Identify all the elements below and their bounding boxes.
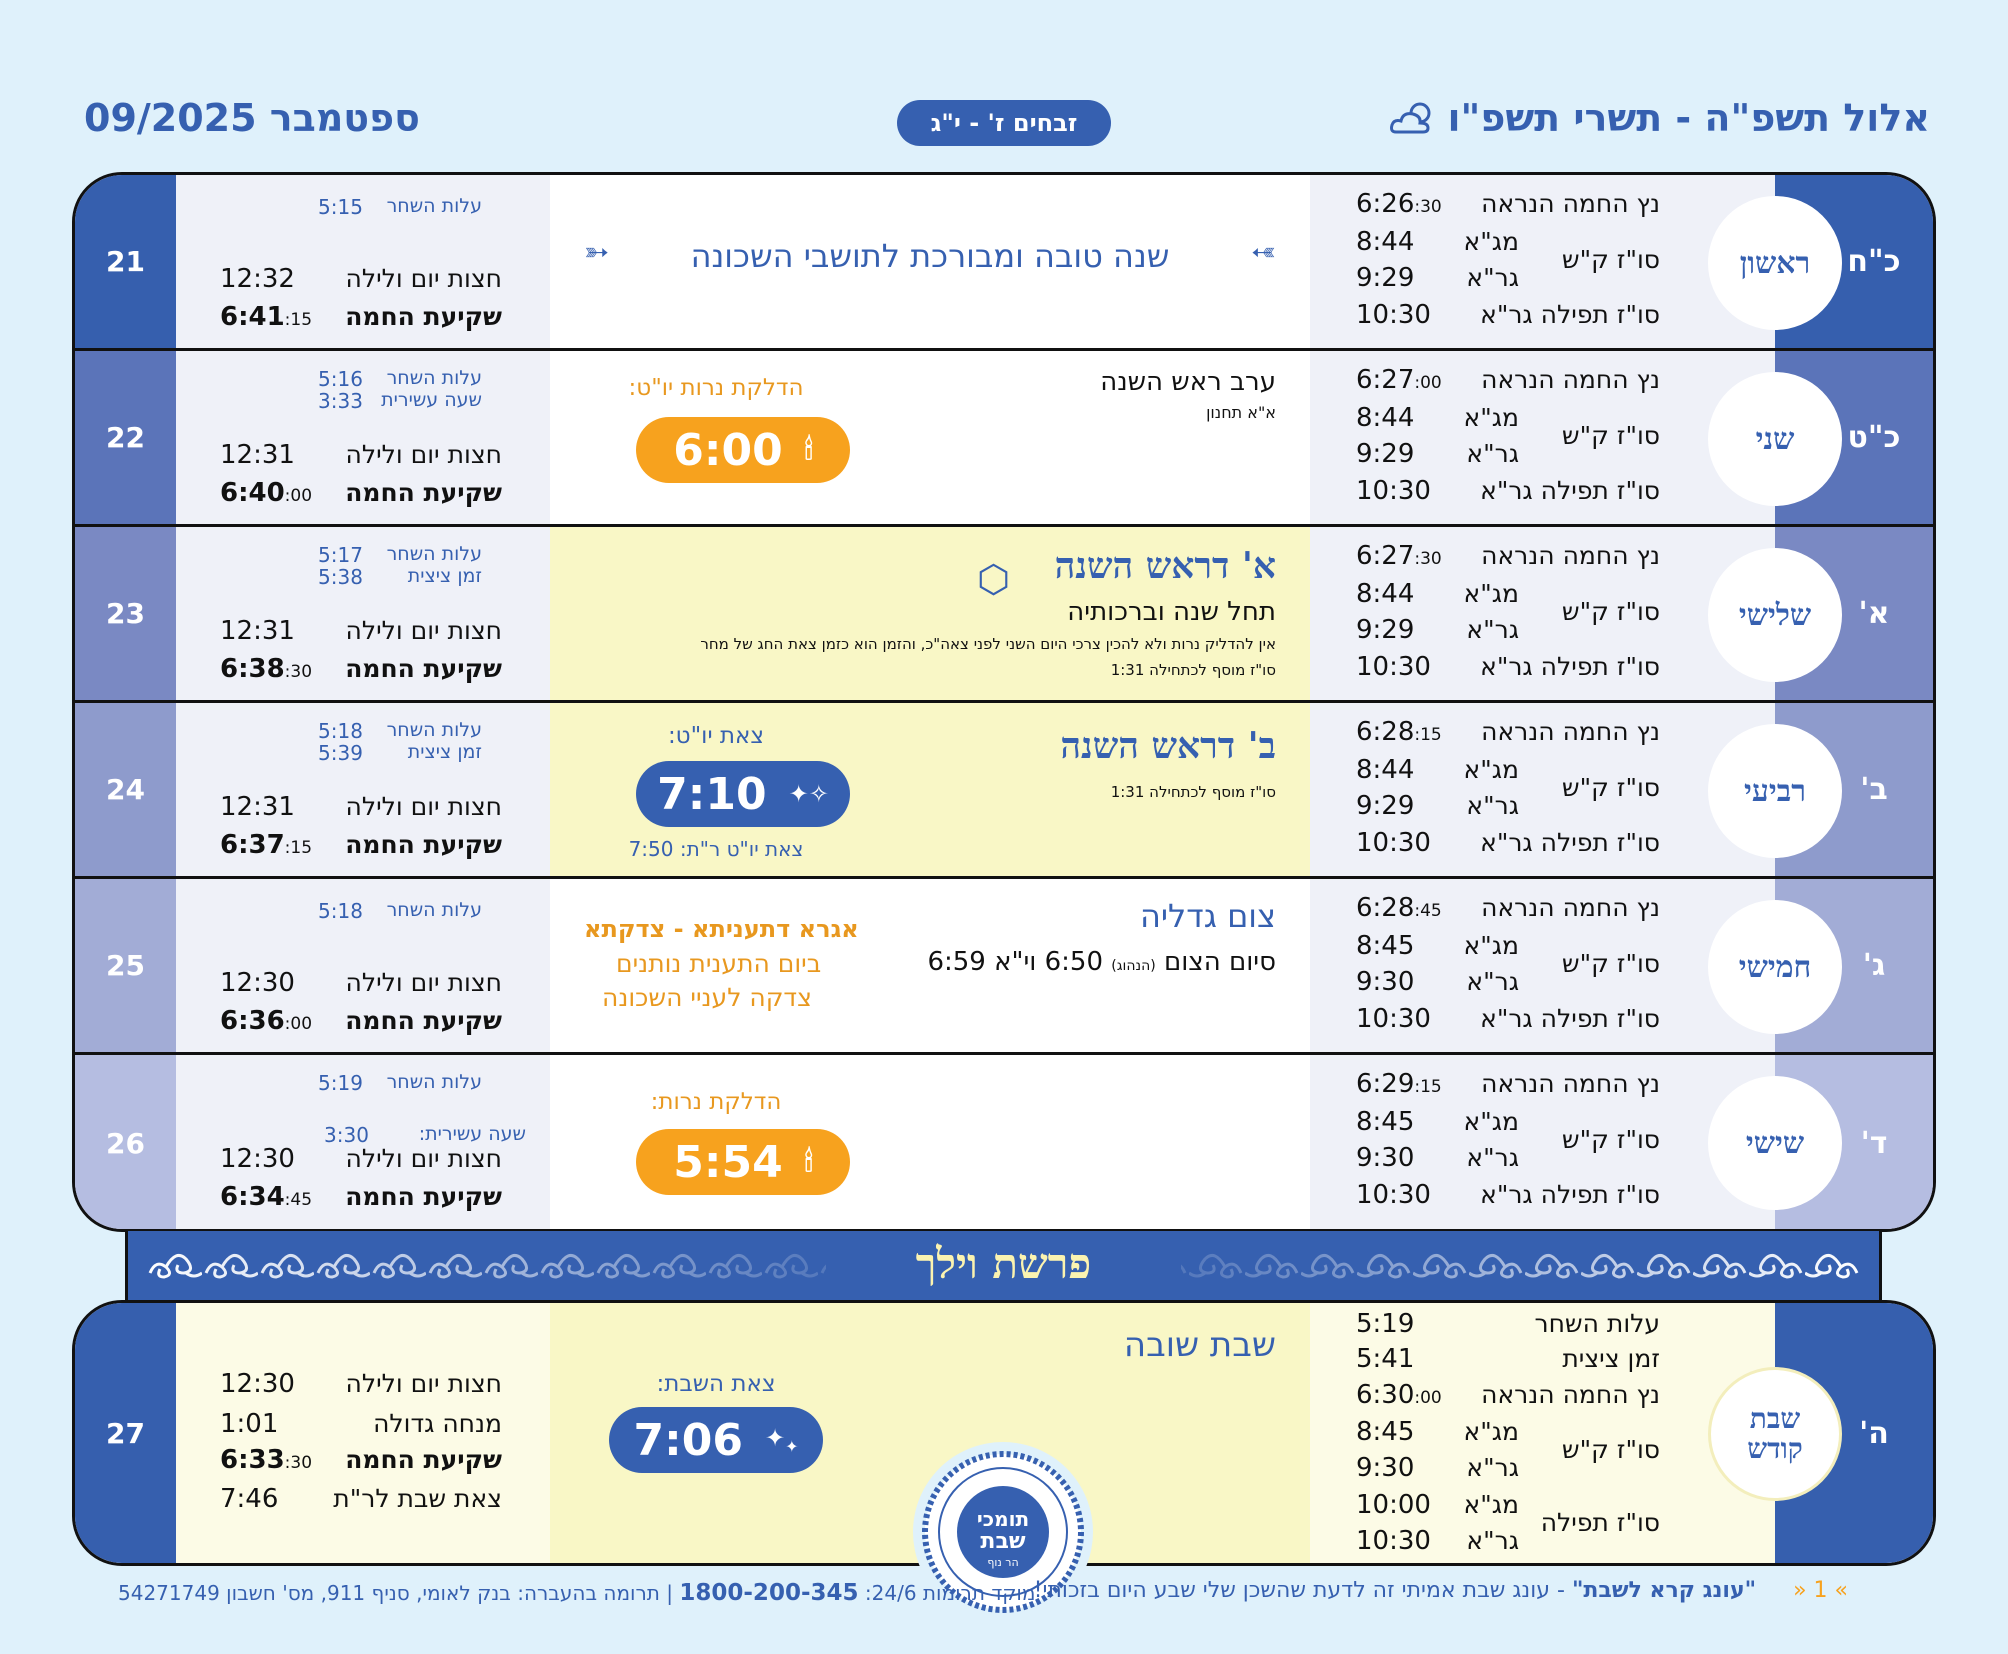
civil-date: 27 — [75, 1303, 176, 1563]
shabbat-end-label: צאת השבת: — [656, 1371, 776, 1397]
netz-time — [1356, 893, 1442, 923]
event-sub: תחל שנה וברכותיה — [1067, 597, 1276, 627]
event-title: א' דראש השנה — [1054, 545, 1276, 587]
shema-label: סו"ז ק"ש — [1561, 1125, 1660, 1154]
mga-label: מג"א — [1463, 931, 1519, 960]
civil-date: 21 — [75, 175, 176, 348]
candle-time: 5:54 — [673, 1136, 783, 1188]
chatzot-time: 12:30 — [220, 968, 295, 998]
left-times — [176, 879, 550, 1052]
netz-label: נץ החמה הנראה — [1481, 365, 1660, 394]
shkia-time — [220, 302, 312, 332]
musaf-note: סו"ז מוסף לכתחילה 1:31 — [1110, 661, 1276, 679]
tefila-time: 10:30 — [1356, 476, 1431, 506]
civil-date: 25 — [75, 879, 176, 1052]
extra-label: זמן ציצית — [407, 741, 482, 763]
extra-time: 3:33 — [318, 389, 363, 413]
time-label: מנחה גדולה — [373, 1409, 502, 1438]
yomtov-end-pill — [636, 761, 850, 827]
tzedaka-line1: ביום התענית נותנים — [616, 949, 822, 978]
netz-time — [1356, 1380, 1442, 1410]
right-times — [1310, 879, 1775, 1052]
chatzot-label: חצות יום ולילה — [345, 968, 502, 997]
event-cell — [550, 879, 1310, 1052]
alot-label: עלות השחר — [386, 899, 482, 921]
netz-label: נץ החמה הנראה — [1481, 1069, 1660, 1098]
netz-time — [1356, 1069, 1442, 1099]
day-name-circle: רביעי — [1708, 724, 1842, 858]
shkia-time — [220, 478, 312, 508]
hebrew-date: ג' — [1775, 879, 1933, 1052]
alot-label: עלות השחר — [386, 367, 482, 389]
shkia-label: שקיעת החמה — [345, 830, 502, 859]
netz-time — [1356, 189, 1442, 219]
daf-yomi-badge: זבחים ז' - י"ג — [897, 100, 1111, 146]
netz-min: 6:29 — [1356, 1069, 1415, 1099]
seal-line2: שבת — [980, 1529, 1026, 1554]
civil-date: 24 — [75, 703, 176, 876]
rabbeinu-tam-time: צאת יו"ט ר"ת: 7:50 — [628, 837, 804, 861]
alot-label: עלות השחר — [386, 1071, 482, 1093]
netz-sec: :15 — [1414, 725, 1442, 745]
tefila-gra-label: סו"ז תפילה גר"א — [1480, 1180, 1660, 1209]
musaf-note: סו"ז מוסף לכתחילה 1:31 — [1110, 783, 1276, 801]
fast-end-times: 6:50 וי"א 6:59 — [927, 947, 1104, 977]
shkia-sec: :00 — [284, 1014, 313, 1034]
shkia-min: 6:37 — [220, 830, 285, 860]
shema-gra-time: 9:30 — [1356, 967, 1415, 997]
alot-time: 5:18 — [318, 719, 363, 743]
event-title: ב' דראש השנה — [1060, 725, 1276, 767]
fast-end-label: סיום הצום — [1163, 947, 1276, 977]
shkia-min: 6:34 — [220, 1182, 285, 1212]
event-sub: א"א תחנון — [1206, 403, 1276, 422]
time-min: 1:01 — [220, 1409, 279, 1439]
right-times — [1310, 351, 1775, 524]
chatzot-label: חצות יום ולילה — [345, 440, 502, 469]
tefila-gra-time: 10:30 — [1356, 1526, 1431, 1556]
event-note: אין להדליק נרות ולא להכין צרכי היום השני לפני צאה"כ, והזמן הוא כזמן צאת החג של מחר — [700, 635, 1276, 653]
day-name-circle: ראשון — [1708, 196, 1842, 330]
netz-label: נץ החמה הנראה — [1481, 717, 1660, 746]
shema-mga-time: 8:44 — [1356, 755, 1415, 785]
left-times — [176, 351, 550, 524]
shema-label: סו"ז ק"ש — [1561, 1435, 1660, 1464]
netz-min: 6:30 — [1356, 1380, 1415, 1410]
gra-label: גר"א — [1466, 263, 1519, 292]
netz-sec: :00 — [1414, 1388, 1442, 1408]
alot-time: 5:19 — [318, 1071, 363, 1095]
shabbat-right-times — [1310, 1303, 1775, 1563]
shema-gra-time: 9:29 — [1356, 791, 1415, 821]
gra-label: גר"א — [1466, 1453, 1519, 1482]
gra-label: גר"א — [1466, 967, 1519, 996]
time-label: שקיעת החמה — [345, 1445, 502, 1474]
shema-gra-time: 9:29 — [1356, 439, 1415, 469]
shema-mga-time: 8:44 — [1356, 403, 1415, 433]
shema-mga-time: 8:44 — [1356, 579, 1415, 609]
tefila-time: 10:30 — [1356, 828, 1431, 858]
netz-label: נץ החמה הנראה — [1481, 541, 1660, 570]
extra-time: 5:39 — [318, 741, 363, 765]
hebrew-date: כ"ח — [1775, 175, 1933, 348]
candle-lighting-pill — [636, 417, 850, 483]
chatzot-time: 12:31 — [220, 792, 295, 822]
shema-gra-time: 9:29 — [1356, 615, 1415, 645]
shabbat-end-time: 7:06 — [633, 1414, 743, 1466]
event-cell — [550, 703, 1310, 876]
time-value — [220, 1445, 312, 1475]
shabbat-end-pill — [609, 1407, 823, 1473]
day-row — [75, 703, 1933, 879]
shema-gra-time: 9:29 — [1356, 263, 1415, 293]
arrow-left-icon: ➳ — [584, 235, 610, 270]
netz-sec: :30 — [1414, 197, 1442, 217]
left-times — [176, 175, 550, 348]
shkia-label: שקיעת החמה — [345, 654, 502, 683]
time-min: 12:30 — [220, 1369, 295, 1399]
right-times — [1310, 527, 1775, 700]
shkia-label: שקיעת החמה — [345, 1182, 502, 1211]
footer-slogan — [1034, 1578, 1848, 1603]
chatzot-label: חצות יום ולילה — [345, 264, 502, 293]
mga-label: מג"א — [1463, 579, 1519, 608]
day-row — [75, 175, 1933, 351]
tefila-label: סו"ז תפילה — [1540, 1508, 1660, 1537]
shabbat-left-times — [176, 1303, 550, 1563]
chatzot-label: חצות יום ולילה — [345, 792, 502, 821]
netz-sec: :00 — [1414, 373, 1442, 393]
shabbat-title: שבת שובה — [1123, 1325, 1276, 1365]
shkia-time — [220, 1006, 312, 1036]
hebrew-date: ד' — [1775, 1055, 1933, 1231]
hebrew-date: ה' — [1775, 1303, 1933, 1563]
tefila-time: 10:30 — [1356, 1004, 1431, 1034]
netz-time — [1356, 365, 1442, 395]
shema-label: סו"ז ק"ש — [1561, 949, 1660, 978]
day-name-line2: קודש — [1747, 1432, 1803, 1465]
tzitzit-time: 5:41 — [1356, 1344, 1415, 1374]
shkia-sec: :15 — [284, 838, 313, 858]
cloud-sun-icon — [1388, 98, 1438, 138]
extra-time: 5:38 — [318, 565, 363, 589]
right-times — [1310, 175, 1775, 348]
yomtov-end-label: צאת יו"ט: — [667, 723, 765, 749]
shema-label: סו"ז ק"ש — [1561, 421, 1660, 450]
tzitzit-label: זמן ציצית — [1562, 1344, 1660, 1373]
extra-time: 3:30 — [324, 1123, 369, 1147]
event-cell — [550, 175, 1310, 348]
tefila-gra-label: סו"ז תפילה גר"א — [1480, 828, 1660, 857]
extra-label: זמן ציצית — [407, 565, 482, 587]
civil-date: 26 — [75, 1055, 176, 1231]
mga-label: מג"א — [1463, 403, 1519, 432]
shkia-time — [220, 654, 312, 684]
alot-label: עלות השחר — [386, 195, 482, 217]
greeting-text: שנה טובה ומבורכת לתושבי השכונה — [690, 237, 1170, 275]
mga-label: מג"א — [1463, 1490, 1519, 1519]
shkia-min: 6:41 — [220, 302, 285, 332]
right-times — [1310, 703, 1775, 876]
chatzot-label: חצות יום ולילה — [345, 616, 502, 645]
chatzot-time: 12:31 — [220, 616, 295, 646]
tefila-mga-time: 10:00 — [1356, 1490, 1431, 1520]
shkia-sec: :45 — [284, 1190, 313, 1210]
netz-label: נץ החמה הנראה — [1481, 1380, 1660, 1409]
time-value — [220, 1484, 278, 1514]
shema-label: סו"ז ק"ש — [1561, 597, 1660, 626]
stars-icon: $✦_✦$ — [764, 1424, 799, 1456]
alot-label: עלות השחר — [386, 719, 482, 741]
candle-lighting-pill — [636, 1129, 850, 1195]
netz-min: 6:26 — [1356, 189, 1415, 219]
alot-label: עלות השחר — [386, 543, 482, 565]
alot-time: 5:16 — [318, 367, 363, 391]
event-cell — [550, 527, 1310, 700]
tefila-time: 10:30 — [1356, 300, 1431, 330]
shkia-sec: :30 — [284, 662, 313, 682]
day-name-circle: שני — [1708, 372, 1842, 506]
mga-label: מג"א — [1463, 1107, 1519, 1136]
tzedaka-title: אגרא דתעניתא - צדקתא — [584, 915, 859, 943]
tefila-gra-label: סו"ז תפילה גר"א — [1480, 1004, 1660, 1033]
tefila-gra-label: סו"ז תפילה גר"א — [1480, 476, 1660, 505]
netz-sec: :15 — [1414, 1077, 1442, 1097]
shema-label: סו"ז ק"ש — [1561, 245, 1660, 274]
netz-label: נץ החמה הנראה — [1481, 893, 1660, 922]
alot-label: עלות השחר — [1534, 1309, 1660, 1338]
extra-label: שעה עשירית — [381, 389, 482, 411]
gra-label: גר"א — [1466, 791, 1519, 820]
time-min: 6:33 — [220, 1445, 285, 1475]
day-name-circle — [1708, 1367, 1842, 1501]
netz-time — [1356, 717, 1442, 747]
time-min: 7:46 — [220, 1484, 279, 1514]
shkia-sec: :15 — [284, 310, 313, 330]
candle-time: 6:00 — [673, 424, 783, 476]
shkia-time — [220, 830, 312, 860]
hebrew-date: ב' — [1775, 703, 1933, 876]
netz-min: 6:28 — [1356, 717, 1415, 747]
page-number: » 1 « — [1793, 1578, 1848, 1603]
alot-time: 5:17 — [318, 543, 363, 567]
day-row — [75, 1055, 1933, 1231]
honey-dipper-icon: ⬡ — [976, 557, 1010, 601]
civil-month: ספטמבר 09/2025 — [84, 96, 420, 140]
tefila-time: 10:30 — [1356, 1180, 1431, 1210]
seal-line3: הר נוף — [987, 1556, 1019, 1569]
time-value — [220, 1409, 278, 1439]
shema-mga-time: 8:45 — [1356, 1107, 1415, 1137]
seal-line1: תומכי — [976, 1507, 1030, 1531]
hotline-label: מוקד תרומות 24/6: — [864, 1581, 1036, 1605]
gra-label: גר"א — [1466, 615, 1519, 644]
netz-min: 6:27 — [1356, 365, 1415, 395]
candle-label: הדלקת נרות יו"ט: — [628, 375, 804, 401]
footer-donation — [118, 1580, 1035, 1606]
chatzot-time: 12:31 — [220, 440, 295, 470]
hebrew-month-title — [1388, 96, 1931, 140]
shema-mga-time: 8:44 — [1356, 227, 1415, 257]
event-cell — [550, 1055, 1310, 1231]
shkia-min: 6:38 — [220, 654, 285, 684]
day-row — [75, 879, 1933, 1055]
fast-end — [927, 947, 1276, 977]
hebrew-month-text: אלול תשפ"ה - תשרי תשפ"ו — [1447, 96, 1930, 140]
parasha-banner — [125, 1231, 1882, 1300]
shema-label: סו"ז ק"ש — [1561, 773, 1660, 802]
shkia-label: שקיעת החמה — [345, 478, 502, 507]
extra-label: שעה עשירית: — [418, 1123, 526, 1145]
mga-label: מג"א — [1463, 227, 1519, 256]
day-name-circle: חמישי — [1708, 900, 1842, 1034]
time-value — [220, 1369, 295, 1399]
slogan-text: - עונג שבת אמיתי זה לדעת שהשכן שלי שבע היום בזכותי! — [1033, 1578, 1572, 1603]
chatzot-time: 12:30 — [220, 1144, 295, 1174]
netz-min: 6:28 — [1356, 893, 1415, 923]
yomtov-end-time: 7:10 — [657, 768, 767, 820]
chatzot-time: 12:32 — [220, 264, 295, 294]
time-label: צאת שבת לר"ת — [333, 1484, 502, 1513]
bank-details: | תרומה בהעברה: בנק לאומי, סניף 911, מס' חשבון 54271749 — [118, 1581, 674, 1605]
parasha-title: פרשת וילך — [915, 1239, 1092, 1288]
day-name-line1: שבת — [1749, 1402, 1801, 1435]
alot-time: 5:18 — [318, 899, 363, 923]
day-row — [75, 351, 1933, 527]
netz-time — [1356, 541, 1442, 571]
mga-label: מג"א — [1463, 755, 1519, 784]
tefila-time: 10:30 — [1356, 652, 1431, 682]
shema-gra-time: 9:30 — [1356, 1453, 1415, 1483]
shkia-sec: :00 — [284, 486, 313, 506]
netz-sec: :45 — [1414, 901, 1442, 921]
shkia-label: שקיעת החמה — [345, 1006, 502, 1035]
shkia-min: 6:36 — [220, 1006, 285, 1036]
day-row — [75, 527, 1933, 703]
tefila-gra-label: סו"ז תפילה גר"א — [1480, 652, 1660, 681]
gra-label: גר"א — [1466, 439, 1519, 468]
alot-time: 5:15 — [318, 195, 363, 219]
time-label: חצות יום ולילה — [345, 1369, 502, 1398]
netz-sec: :30 — [1414, 549, 1442, 569]
shema-mga-time: 8:45 — [1356, 931, 1415, 961]
tzedaka-line2: צדקה לעניי השכונה — [602, 983, 812, 1012]
event-title: צום גדליה — [1139, 897, 1276, 935]
shema-gra-time: 9:30 — [1356, 1143, 1415, 1173]
mga-label: מג"א — [1463, 1417, 1519, 1446]
day-name-circle: שישי — [1708, 1076, 1842, 1210]
stars-icon: ✦✧ — [788, 780, 829, 808]
civil-date: 23 — [75, 527, 176, 700]
slogan-title: "עונג קרא לשבת" — [1571, 1578, 1757, 1603]
event-cell — [550, 351, 1310, 524]
hebrew-date: א' — [1775, 527, 1933, 700]
time-sec: :30 — [284, 1453, 313, 1473]
shema-mga-time: 8:45 — [1356, 1417, 1415, 1447]
left-times — [176, 703, 550, 876]
shkia-min: 6:40 — [220, 478, 285, 508]
netz-label: נץ החמה הנראה — [1481, 189, 1660, 218]
event-title: ערב ראש השנה — [1100, 367, 1276, 397]
weekday-table — [72, 172, 1936, 1232]
tefila-gra-label: סו"ז תפילה גר"א — [1480, 300, 1660, 329]
chatzot-label: חצות יום ולילה — [345, 1144, 502, 1173]
shkia-label: שקיעת החמה — [345, 302, 502, 331]
day-name-circle: שלישי — [1708, 548, 1842, 682]
left-times — [176, 1055, 550, 1231]
hotline-number[interactable]: 1800-200-345 — [679, 1580, 859, 1606]
alot-time: 5:19 — [1356, 1309, 1415, 1339]
gra-label: גר"א — [1466, 1143, 1519, 1172]
civil-date: 22 — [75, 351, 176, 524]
netz-min: 6:27 — [1356, 541, 1415, 571]
shkia-time — [220, 1182, 312, 1212]
right-times — [1310, 1055, 1775, 1231]
fast-end-minhag: (הנהוג) — [1111, 958, 1156, 974]
left-times — [176, 527, 550, 700]
candles-icon: 🕯 — [804, 433, 813, 466]
gra-label: גר"א — [1466, 1526, 1519, 1555]
arrow-right-icon: ➳ — [1250, 235, 1276, 270]
candle-label: הדלקת נרות: — [650, 1089, 782, 1115]
candles-icon: 🕯 — [804, 1145, 813, 1178]
hebrew-date: כ"ט — [1775, 351, 1933, 524]
